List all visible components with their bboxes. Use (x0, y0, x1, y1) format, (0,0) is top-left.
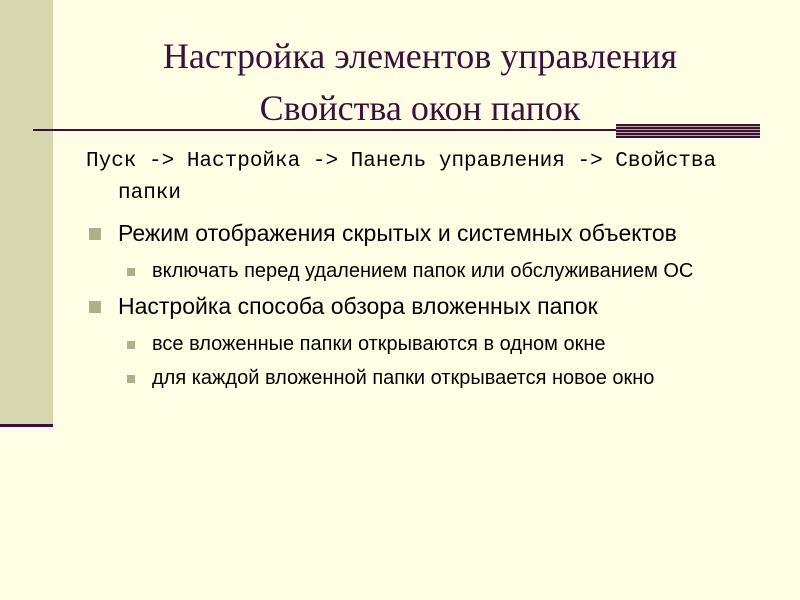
sub-bullet-enable-before-delete (85, 257, 776, 285)
square-bullet-icon (89, 228, 101, 240)
bullet-hidden-objects-mode (86, 218, 776, 249)
bullet-text: Настройка способа обзора вложенных папок (118, 293, 598, 319)
sub-bullet-same-window (85, 330, 776, 358)
slide-title (60, 30, 780, 134)
slide-body (86, 146, 776, 398)
sub-bullet-new-window (85, 364, 776, 392)
small-square-bullet-icon (127, 268, 135, 276)
side-accent-bar-underline (0, 424, 53, 427)
slide-title-line-1: Настройка элементов управления (162, 36, 678, 76)
navigation-path-text: Пуск -> Настройка -> Панель управления -> Свойства папки (86, 150, 717, 205)
small-square-bullet-icon (127, 341, 135, 349)
bullet-browse-method (86, 291, 776, 322)
bullet-text: Режим отображения скрытых и системных объектов (118, 220, 677, 246)
small-square-bullet-icon (127, 375, 135, 383)
slide-title-line-2: Свойства окон папок (259, 88, 581, 128)
title-divider-accent (616, 124, 760, 138)
side-accent-bar (0, 0, 53, 425)
sub-bullet-text: для каждой вложенной папки открывается новое окно (152, 367, 655, 389)
sub-bullet-text: включать перед удалением папок или обслуживанием ОС (152, 260, 694, 282)
square-bullet-icon (89, 301, 101, 313)
sub-bullet-text: все вложенные папки открываются в одном окне (152, 333, 606, 355)
